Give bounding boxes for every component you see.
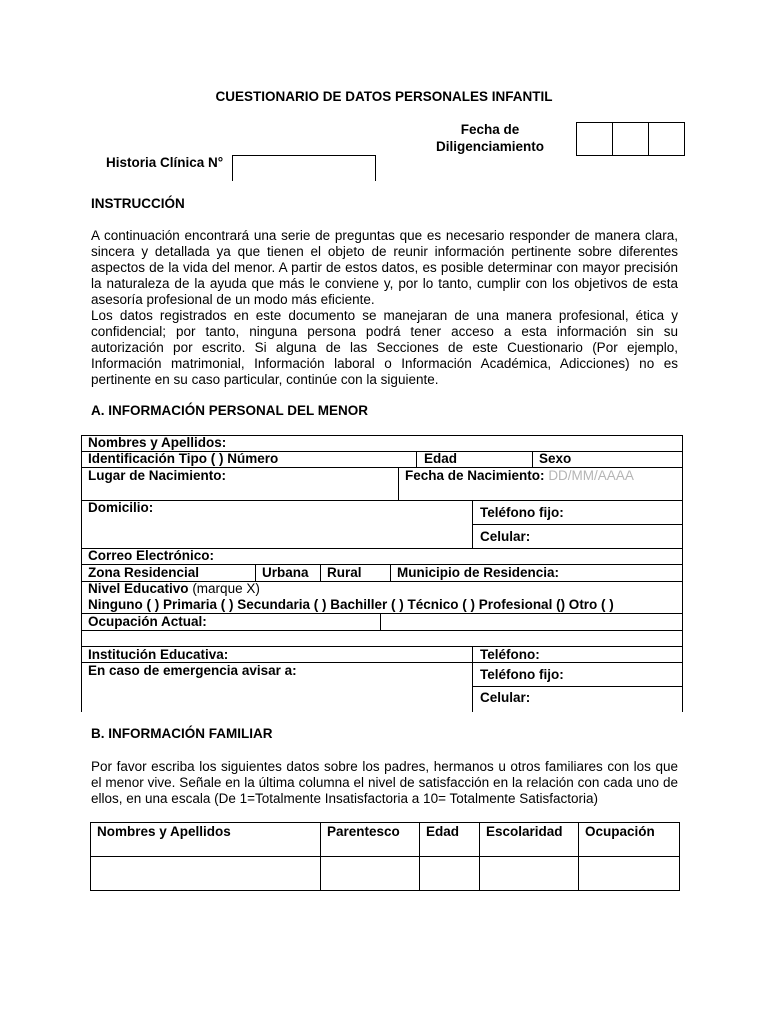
zona-rural-option[interactable]: Rural [327, 565, 362, 580]
col-divider [398, 467, 399, 500]
col-divider [320, 564, 321, 581]
row-divider [472, 686, 683, 687]
fecha-month-box[interactable] [612, 122, 649, 156]
row-divider [81, 630, 683, 631]
col-divider [390, 564, 391, 581]
col-divider [472, 646, 473, 712]
telefono-fijo-emergencia-label: Teléfono fijo: [480, 667, 564, 682]
lugar-nacimiento-label: Lugar de Nacimiento: [88, 468, 227, 483]
institucion-label: Institución Educativa: [88, 647, 229, 662]
col-ocupacion: Ocupación [579, 823, 680, 857]
historia-clinica-label: Historia Clínica N° [106, 155, 224, 170]
fecha-year-box[interactable] [648, 122, 685, 156]
col-edad: Edad [420, 823, 480, 857]
telefono-label: Teléfono: [480, 647, 540, 662]
row-divider [472, 524, 683, 525]
cell-edad[interactable] [420, 857, 480, 891]
col-divider [472, 500, 473, 548]
nivel-educativo-note: (marque X) [192, 581, 260, 596]
section-b-heading: B. INFORMACIÓN FAMILIAR [91, 726, 273, 741]
zona-urbana-option[interactable]: Urbana [262, 565, 309, 580]
row-divider [81, 500, 683, 501]
identificacion-label: Identificación Tipo ( ) Número [88, 451, 279, 466]
sexo-label: Sexo [539, 451, 572, 466]
celular-label: Celular: [480, 529, 531, 544]
zona-residencial-label: Zona Residencial [88, 565, 200, 580]
fecha-day-box[interactable] [576, 122, 613, 156]
nivel-educativo-heading [88, 581, 260, 596]
col-divider [380, 613, 381, 630]
col-nombres: Nombres y Apellidos [91, 823, 321, 857]
nombres-label: Nombres y Apellidos: [88, 435, 227, 450]
cell-ocupacion[interactable] [579, 857, 680, 891]
fecha-label-line1: Fecha de [460, 122, 520, 137]
nivel-educativo-options[interactable]: Ninguno ( ) Primaria ( ) Secundaria ( ) Bachiller ( ) Técnico ( ) Profesional () Otro ( ) [88, 597, 614, 612]
family-table [90, 822, 680, 891]
section-a-heading: A. INFORMACIÓN PERSONAL DEL MENOR [91, 403, 369, 418]
table-row [91, 857, 680, 891]
cell-nombres[interactable] [91, 857, 321, 891]
form-title: CUESTIONARIO DE DATOS PERSONALES INFANTIL [215, 89, 553, 104]
telefono-fijo-label: Teléfono fijo: [480, 505, 564, 520]
emergencia-label: En caso de emergencia avisar a: [88, 663, 297, 678]
correo-label: Correo Electrónico: [88, 548, 215, 563]
section-b-paragraph: Por favor escriba los siguientes datos sobre los padres, hermanos u otros familiares con los que el menor vive. Señale en la última columna el nivel de satisfacción en la relación con cada uno de ellos, en una escala (De 1=Totalmente Insatisfactoria a 10= Totalmente Satisfactoria) [91, 759, 678, 806]
instruccion-paragraph-1: A continuación encontrará una serie de preguntas que es necesario responder de manera clara, sincera y detallada ya que tienen el objeto de reunir información pertinente sobre diferentes aspectos de la vida del menor. A partir de estos datos, es posible determinar con mayor precisión la naturaleza de la ayuda que más le conviene y, por lo tanto, cumplir con los objetivos de esta asesoría profesional de un modo más eficiente. [91, 228, 678, 307]
cell-escolaridad[interactable] [480, 857, 579, 891]
col-divider [416, 451, 417, 467]
historia-clinica-field[interactable] [232, 155, 376, 181]
domicilio-label: Domicilio: [88, 500, 154, 515]
fecha-nacimiento-label: Fecha de Nacimiento: [405, 468, 545, 483]
celular-emergencia-label: Celular: [480, 690, 531, 705]
instruccion-heading: INSTRUCCIÓN [91, 196, 185, 211]
col-divider [255, 564, 256, 581]
municipio-label: Municipio de Residencia: [397, 565, 560, 580]
col-escolaridad: Escolaridad [480, 823, 579, 857]
col-divider [532, 451, 533, 467]
ocupacion-label: Ocupación Actual: [88, 614, 207, 629]
col-parentesco: Parentesco [321, 823, 420, 857]
instruccion-text [91, 228, 678, 388]
instruccion-paragraph-2: Los datos registrados en este documento se manejaran de una manera profesional, ética y confidencial; por tanto, ninguna persona podrá tener acceso a esta información sin su autorización por escrito. Si alguna de las Secciones de este Cuestionario (Por ejemplo, Información matrimonial, Información laboral o Información Académica, Adicciones) no es pertinente en su caso particular, continúe con la siguiente. [91, 308, 678, 387]
fecha-nacimiento-placeholder: DD/MM/AAAA [548, 468, 634, 483]
fecha-diligenciamiento-label [400, 121, 580, 155]
nivel-educativo-label: Nivel Educativo [88, 581, 189, 596]
family-table-header [91, 823, 680, 857]
fecha-diligenciamiento-boxes [577, 122, 685, 156]
edad-label: Edad [424, 451, 458, 466]
cell-parentesco[interactable] [321, 857, 420, 891]
fecha-nacimiento-field[interactable] [405, 468, 634, 483]
fecha-label-line2: Diligenciamiento [435, 139, 545, 154]
